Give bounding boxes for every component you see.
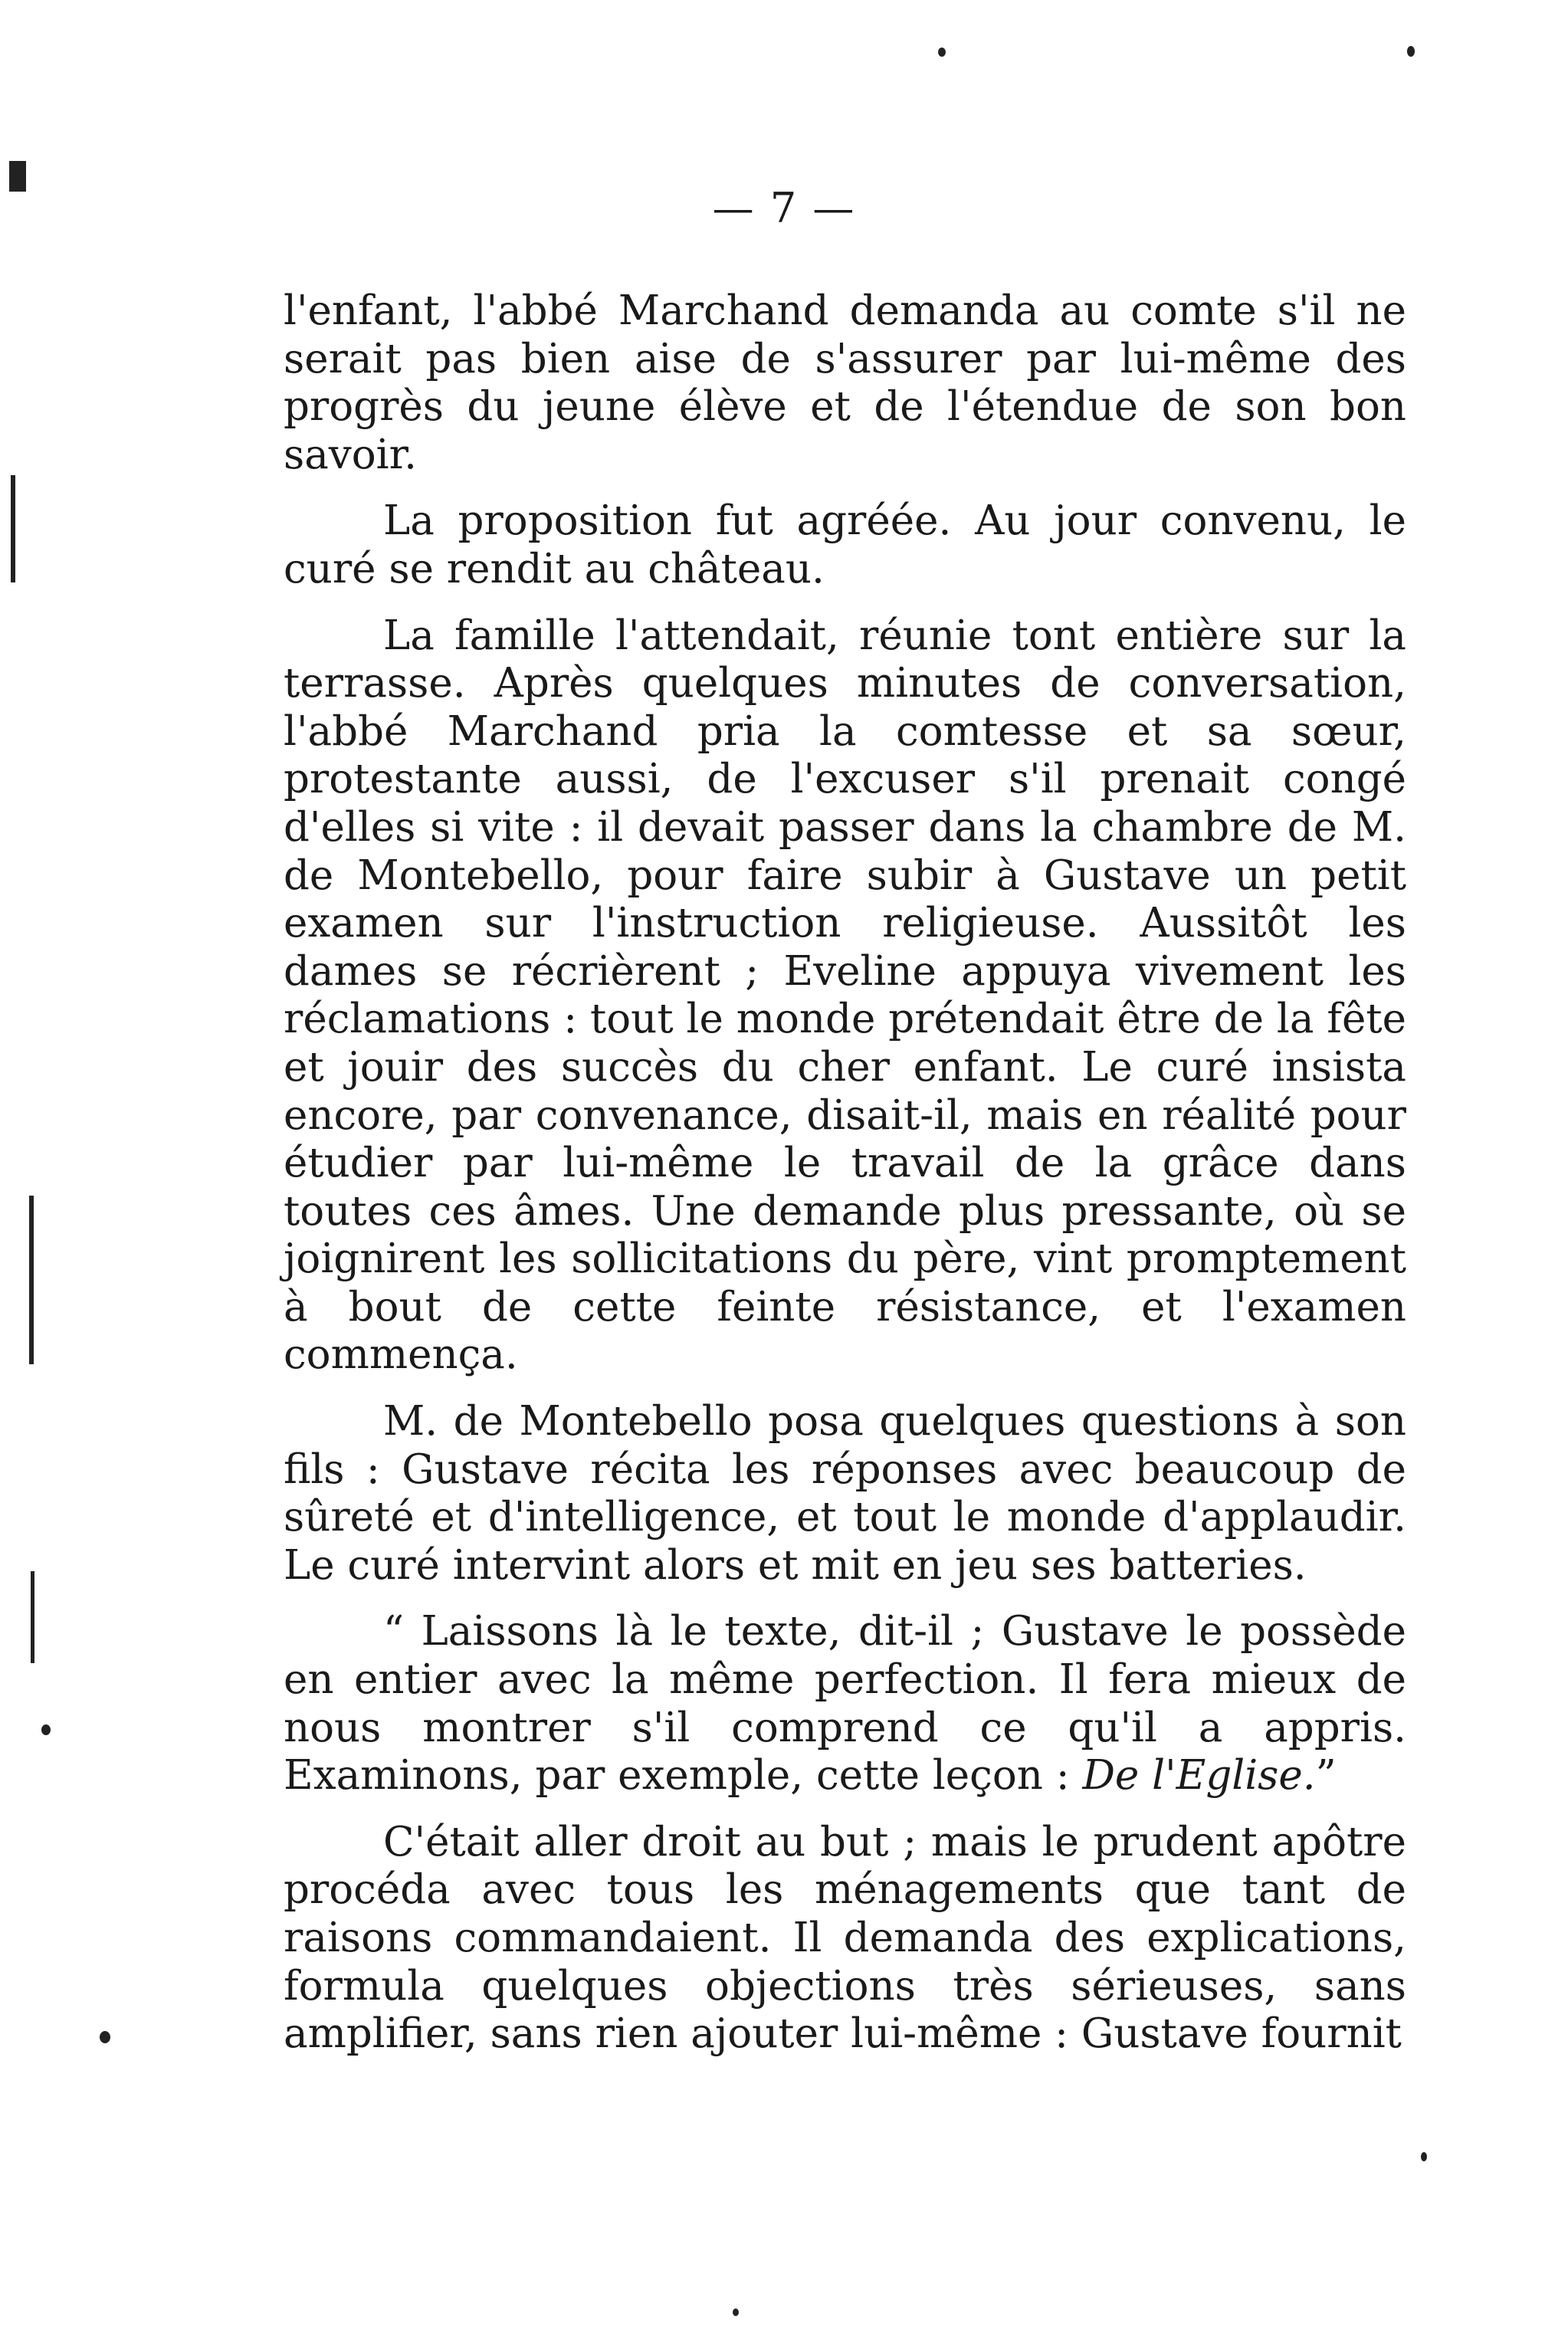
paragraph-famille: La famille l'attendait, réunie tont entière sur la terrasse. Après quelques minutes de conversation, l'abbé Marchand pria la comtesse et sa sœur, protestante aussi, de l'excuser s'il prenait congé d'elles si vite : il devait passer dans la chambre de M. de Montebello, pour faire subir à Gustave un petit examen sur l'instruction religieuse. Aussitôt les dames se récrièrent ; Eveline appuya vivement les réclamations : tout le monde prétendait être de la fête et jouir des succès du cher enfant. Le curé insista encore, par convenance, disait-il, mais en réalité pour étudier par lui-même le travail de la grâce dans toutes ces âmes. Une demande plus pressante, où se joignirent les sollicitations du père, vint promptement à bout de cette feinte résistance, et l'examen commença. [284, 612, 1406, 1379]
paragraph-apotre: C'était aller droit au but ; mais le prudent apôtre procéda avec tous les ménagements que tant de raisons commandaient. Il demanda des explications, formula quelques objections très sérieuses, sans amplifier, sans rien ajouter lui-même : Gustave fournit [284, 1818, 1406, 2058]
paragraph-montebello: M. de Montebello posa quelques questions à son fils : Gustave récita les réponses avec beaucoup de sûreté et d'intelligence, et tout le monde d'applaudir. Le curé intervint alors et mit en jeu ses batteries. [284, 1398, 1406, 1589]
quote-text: “ Laissons là le texte, dit-il ; Gustave le possède en entier avec la même perfection. Il fera mieux de nous montrer s'il comprend ce qu'il a appris. Examinons, par exemple, cette leçon : [284, 1608, 1406, 1800]
scan-mark [31, 1571, 34, 1663]
scan-speck [1421, 2152, 1427, 2161]
quote-close: ” [1315, 1752, 1337, 1800]
scan-mark [11, 475, 15, 582]
scan-speck [733, 2308, 739, 2316]
paragraph-proposition: La proposition fut agréée. Au jour convenu, le curé se rendit au château. [284, 497, 1406, 592]
lesson-title: De l'Eglise. [1082, 1752, 1316, 1800]
paragraph-laissons [284, 1608, 1406, 1800]
scan-speck [938, 48, 946, 57]
body-text [284, 287, 1406, 2059]
page-number: — 7 — [712, 184, 856, 232]
scan-speck [100, 2031, 110, 2043]
scan-mark [9, 161, 26, 192]
scan-speck [1407, 46, 1415, 57]
scan-mark [29, 1196, 34, 1364]
scan-speck [41, 1724, 51, 1735]
paragraph-continuation: l'enfant, l'abbé Marchand demanda au comte s'il ne serait pas bien aise de s'assurer par lui-même des progrès du jeune élève et de l'étendue de son bon savoir. [284, 287, 1406, 478]
